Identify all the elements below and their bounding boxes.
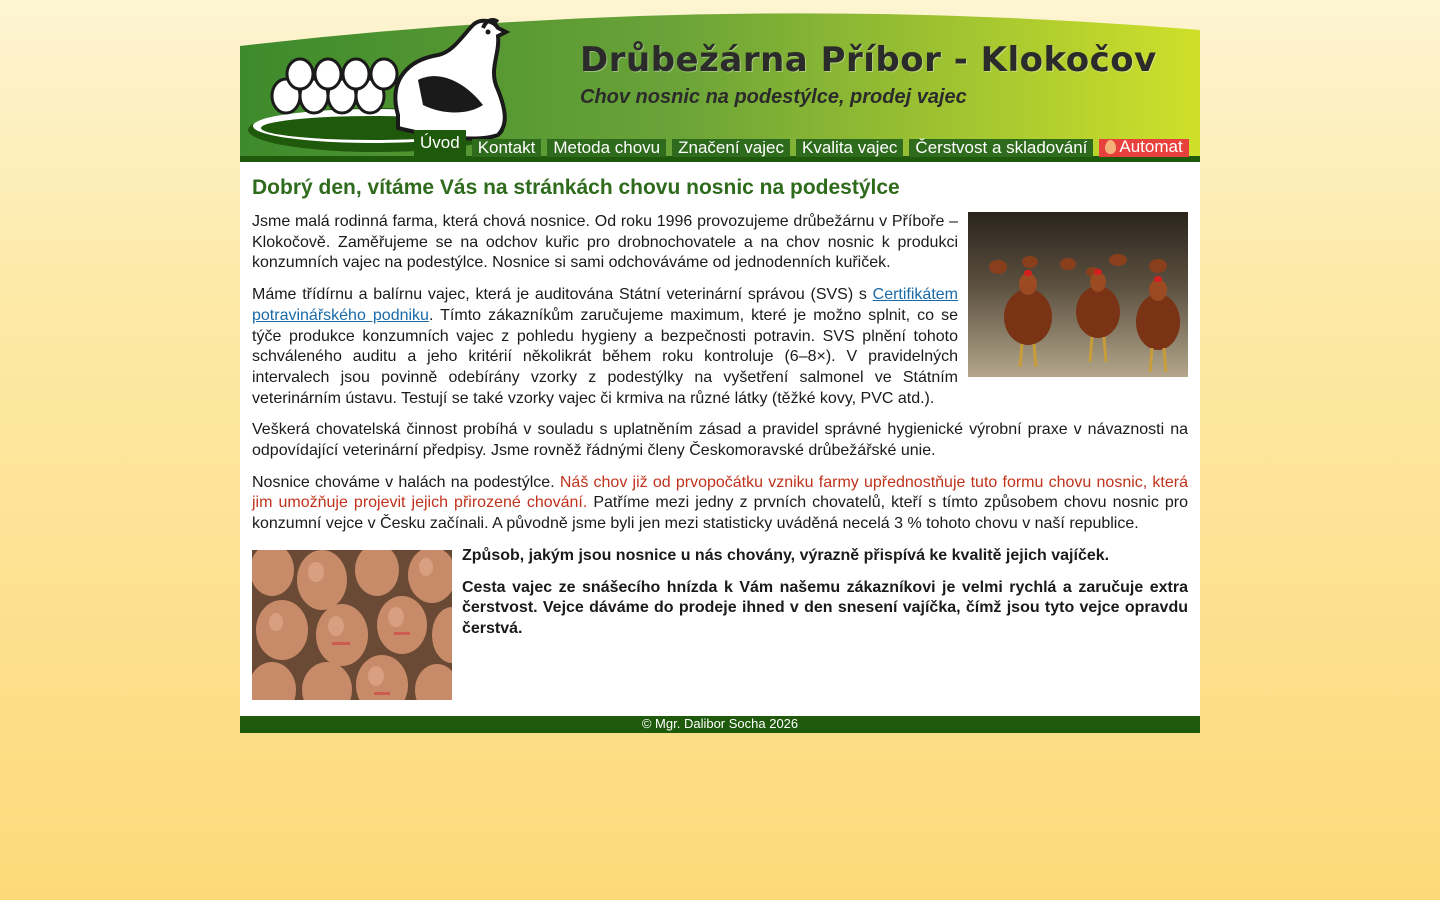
certificate-link[interactable]: Certifikátem potravinářského podniku — [252, 286, 958, 324]
nav-item-automat[interactable] — [1099, 139, 1188, 157]
nav-item-label: Metoda chovu — [553, 138, 661, 157]
nav-item-cerstvost[interactable] — [909, 139, 1093, 157]
emphasis-text: Náš chov již od prvopočátku vzniku farmy upřednostňuje tuto formu chovu nosnic, která jim umožňuje projevit jejich přirozené chování. — [252, 473, 1188, 512]
intro-paragraph: Jsme malá rodinná farma, která chová nosnice. Od roku 1996 provozujeme drůbežárnu v Příboře – Klokočově. Zaměřujeme se na odchov kuřic pro drobnochovatele a na chov nosnic k produkci konzumních vajec na podestýlce. Nosnice si sami odchováváme od jednodenních kuřiček. — [252, 213, 958, 272]
egg-icon — [1105, 140, 1116, 154]
paragraph-text: Patříme mezi jedny z prvních chovatelů, kteří s tímto způsobem chovu nosnic pro konzumní vejce v Česku začínali. A původně jsme byli jen mezi statisticky uváděná necelá 3 % tohoto chovu v naší republice. — [252, 494, 1189, 533]
hens-photo — [968, 212, 1188, 377]
freshness-highlight: Cesta vajec ze snášecího hnízda k Vám našemu zákazníkovi je velmi rychlá a zaručuje extra čerstvost. Vejce dáváme do prodeje ihned v den snesení vajíčka, čímž jsou tyto vejce opravdu čerstvá. — [462, 578, 1188, 637]
hygiene-paragraph: Veškerá chovatelská činnost probíhá v souladu s uplatněním zásad a pravidel správné hygienické výrobní praxe v návaznosti na odpovídající veterinární předpisy. Jsme rovněž řádnými členy Českomoravské drůbežářské unie. — [252, 421, 1188, 460]
site-header — [240, 0, 1200, 162]
housing-paragraph — [252, 473, 1188, 535]
page-wrapper — [240, 0, 1200, 733]
nav-item-label: Kvalita vajec — [801, 138, 898, 157]
site-footer: © Mgr. Dalibor Socha 2026 — [240, 716, 1200, 733]
paragraph-text: Máme třídírnu a balírnu vajec, která je auditována Státní veterinární správou (SVS) s — [252, 286, 873, 304]
main-navigation — [414, 130, 1189, 157]
nav-item-znaceni-vajec[interactable] — [672, 139, 790, 157]
site-subtitle: Chov nosnic na podestýlce, prodej vajec — [580, 86, 967, 108]
quality-highlight: Způsob, jakým jsou nosnice u nás chovány, výrazně přispívá ke kvalitě jejich vajíček. — [462, 546, 1110, 564]
site-title: Drůbežárna Příbor - Klokočov — [580, 40, 1157, 80]
nav-item-label: Čerstvost a skladování — [915, 138, 1088, 157]
nav-item-label: Automat — [1119, 137, 1183, 156]
main-content — [240, 162, 1200, 716]
paragraph-text: . Tímto zákazníkům zaručujeme maximum, které je možno splnit, co se týče produkce konzumních vajec z pohledu hygieny a bezpečnosti potravin. SVS plnění tohoto schváleného auditu a jeho kritérií několikrát během roku kontroluje (6–8×). V pravidelných intervalech jsou povinně odebírány vzorky z podestýlky na vyšetření salmonel ve Státním veterinárním ústavu. Testují se také vzorky vajec či krmiva na různé látky (těžké kovy, PVC atd.). — [252, 306, 958, 407]
nav-item-kvalita-vajec[interactable] — [796, 139, 903, 157]
nav-item-label: Úvod — [420, 133, 460, 152]
paragraph-text: Nosnice chováme v halách na podestýlce. — [252, 473, 560, 491]
page-heading: Dobrý den, vítáme Vás na stránkách chovu nosnic na podestýlce — [252, 176, 900, 199]
nav-item-label: Kontakt — [477, 138, 536, 157]
nav-item-label: Značení vajec — [678, 138, 784, 157]
nav-item-metoda-chovu[interactable] — [547, 139, 666, 157]
nav-item-uvod[interactable] — [414, 130, 466, 157]
nav-item-kontakt[interactable] — [472, 139, 542, 157]
eggs-photo — [252, 550, 452, 700]
